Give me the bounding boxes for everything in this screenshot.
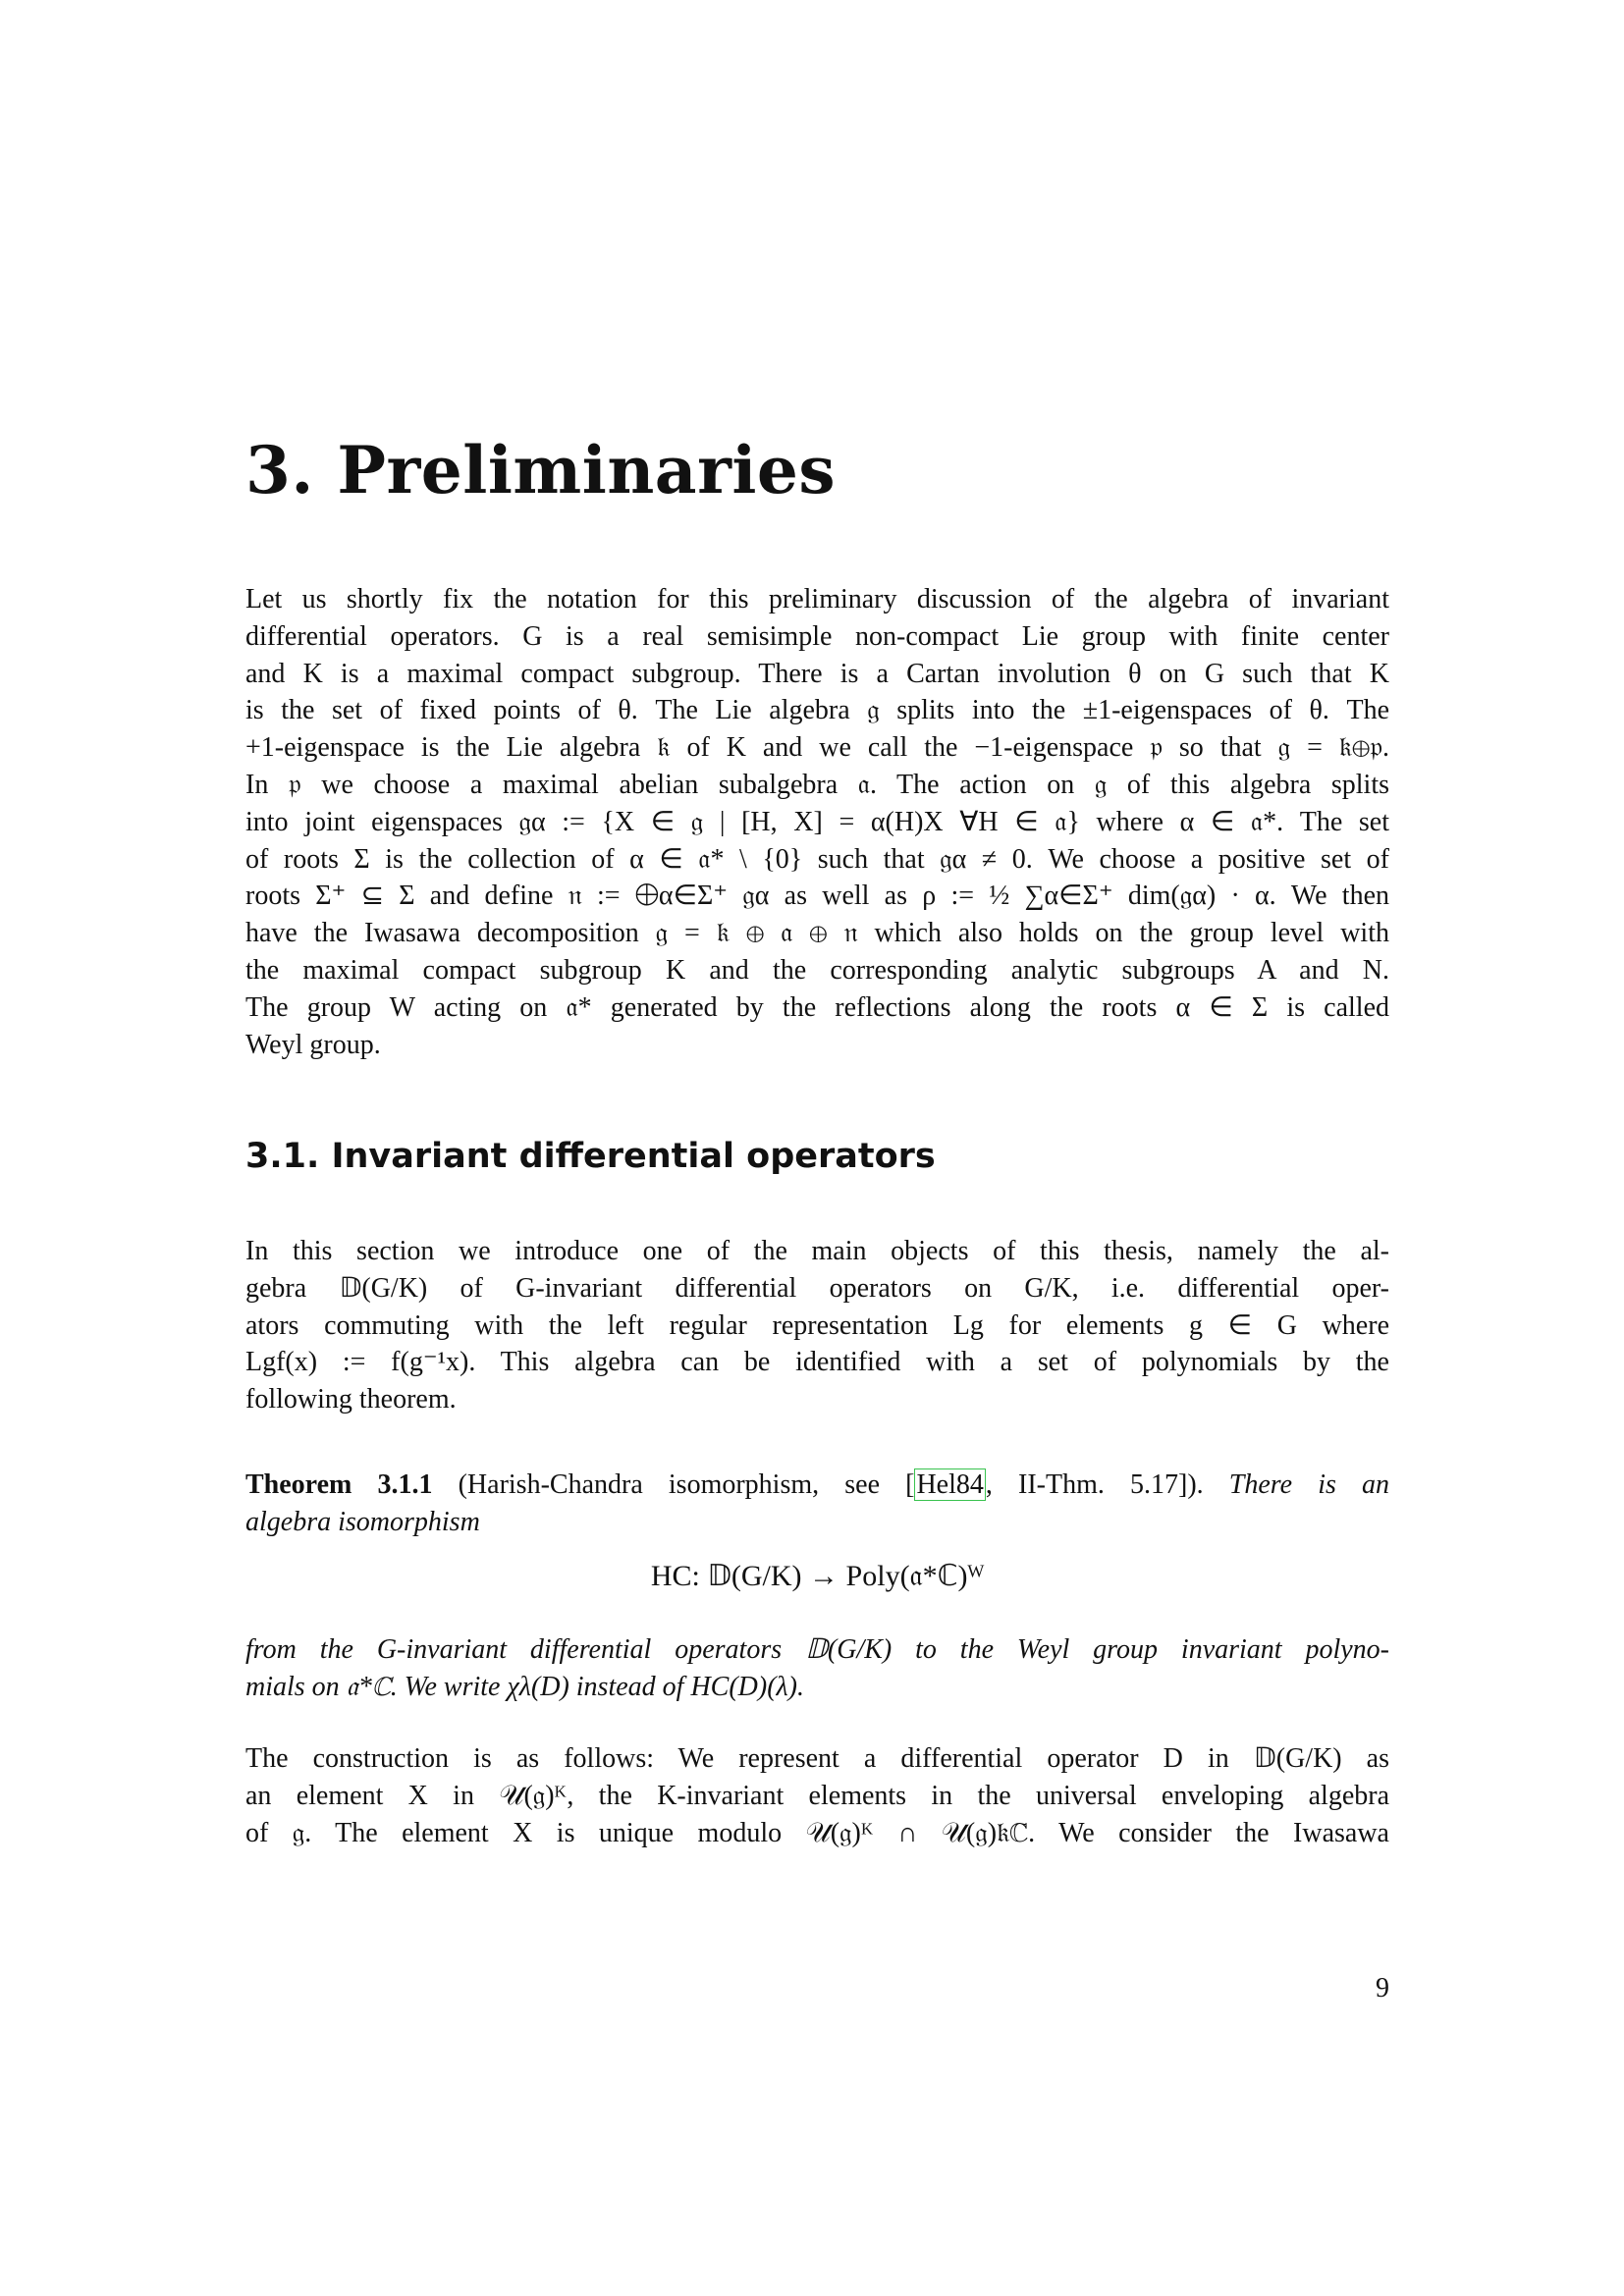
page-number: 9 [1376,1973,1389,2003]
intro-line: Weyl group. [245,1029,381,1060]
section-line: ators commuting with the left regular representation Lg for elements g ∈ G where [245,1309,1389,1341]
theorem-statement: mials on 𝔞*ℂ. We write χλ(D) instead of HC(D)(λ). [245,1671,804,1702]
theorem-continuation [245,1631,1389,1706]
section-line: following theorem. [245,1384,457,1415]
intro-line: and K is a maximal compact subgroup. There is a Cartan involution θ on G such that K [245,658,1389,689]
construction-line: The construction is as follows: We represent a differential operator D in 𝔻(G/K) as [245,1743,1389,1774]
intro-line: is the set of fixed points of θ. The Lie algebra 𝔤 splits into the ±1-eigenspaces of θ. The [245,695,1389,726]
intro-line: of roots Σ is the collection of α ∈ 𝔞* \ {0} such that 𝔤α ≠ 0. We choose a positive set of [245,843,1389,875]
intro-line: have the Iwasawa decomposition 𝔤 = 𝔨 ⊕ 𝔞 ⊕ 𝔫 which also holds on the group level with [245,918,1389,949]
section-line: Lgf(x) := f(g⁻¹x). This algebra can be identified with a set of polynomials by the [245,1347,1389,1378]
intro-line: The group W acting on 𝔞* generated by the reflections along the roots α ∈ Σ is called [245,991,1389,1023]
construction-line: an element X in 𝒰(𝔤)ᴷ, the K-invariant elements in the universal enveloping algebra [245,1780,1389,1811]
theorem-line [245,1631,1389,1669]
theorem-line: Theorem 3.1.1 (Harish-Chandra isomorphism, see [Hel84, II-Thm. 5.17]). There is an [245,1469,1389,1500]
display-equation: HC: 𝔻(G/K) → Poly(𝔞*ℂ)ᵂ [650,1560,985,1592]
chapter-title: 3. Preliminaries [245,432,837,508]
theorem-heading: Theorem 3.1.1 [245,1469,433,1500]
theorem-block [245,1467,1389,1541]
intro-line: differential operators. G is a real semisimple non-compact Lie group with finite center [245,620,1389,652]
construction-line: of 𝔤. The element X is unique modulo 𝒰(𝔤)ᴷ ∩ 𝒰(𝔤)𝔨ℂ. We consider the Iwasawa [245,1817,1389,1848]
theorem-paren-open: (Harish-Chandra isomorphism, see [432,1469,906,1500]
section-line: In this section we introduce one of the main objects of this thesis, namely the al- [245,1236,1389,1266]
theorem-statement: from the G-invariant differential operators 𝔻(G/K) to the Weyl group invariant polyno- [245,1634,1389,1665]
theorem-statement: algebra isomorphism [245,1506,480,1537]
section-title: 3.1. Invariant differential operators [245,1137,936,1176]
theorem-statement: There is an [1228,1469,1389,1500]
theorem-line [245,1669,1389,1706]
citation-link[interactable]: Hel84 [916,1469,984,1500]
intro-line: roots Σ⁺ ⊆ Σ and define 𝔫 := ⨁α∈Σ⁺ 𝔤α as well as ρ := ½ ∑α∈Σ⁺ dim(𝔤α) · α. We then [245,881,1389,912]
intro-line: into joint eigenspaces 𝔤α := {X ∈ 𝔤 | [H, X] = α(H)X ∀H ∈ 𝔞} where α ∈ 𝔞*. The set [245,806,1389,837]
intro-paragraph [245,581,1389,1063]
construction-paragraph [245,1740,1389,1851]
intro-line: +1-eigenspace is the Lie algebra 𝔨 of K and we call the −1-eigenspace 𝔭 so that 𝔤 = 𝔨⊕𝔭. [245,732,1389,764]
intro-line: In 𝔭 we choose a maximal abelian subalgebra 𝔞. The action on 𝔤 of this algebra splits [245,769,1389,800]
theorem-paren-close: , II-Thm. 5.17]). [985,1469,1229,1500]
theorem-line [245,1504,1389,1541]
section-line: gebra 𝔻(G/K) of G-invariant differential operators on G/K, i.e. differential oper- [245,1272,1389,1304]
intro-line: the maximal compact subgroup K and the corresponding analytic subgroups A and N. [245,954,1389,986]
section-paragraph [245,1233,1389,1418]
intro-line: Let us shortly fix the notation for this preliminary discussion of the algebra of invariant [245,584,1389,614]
